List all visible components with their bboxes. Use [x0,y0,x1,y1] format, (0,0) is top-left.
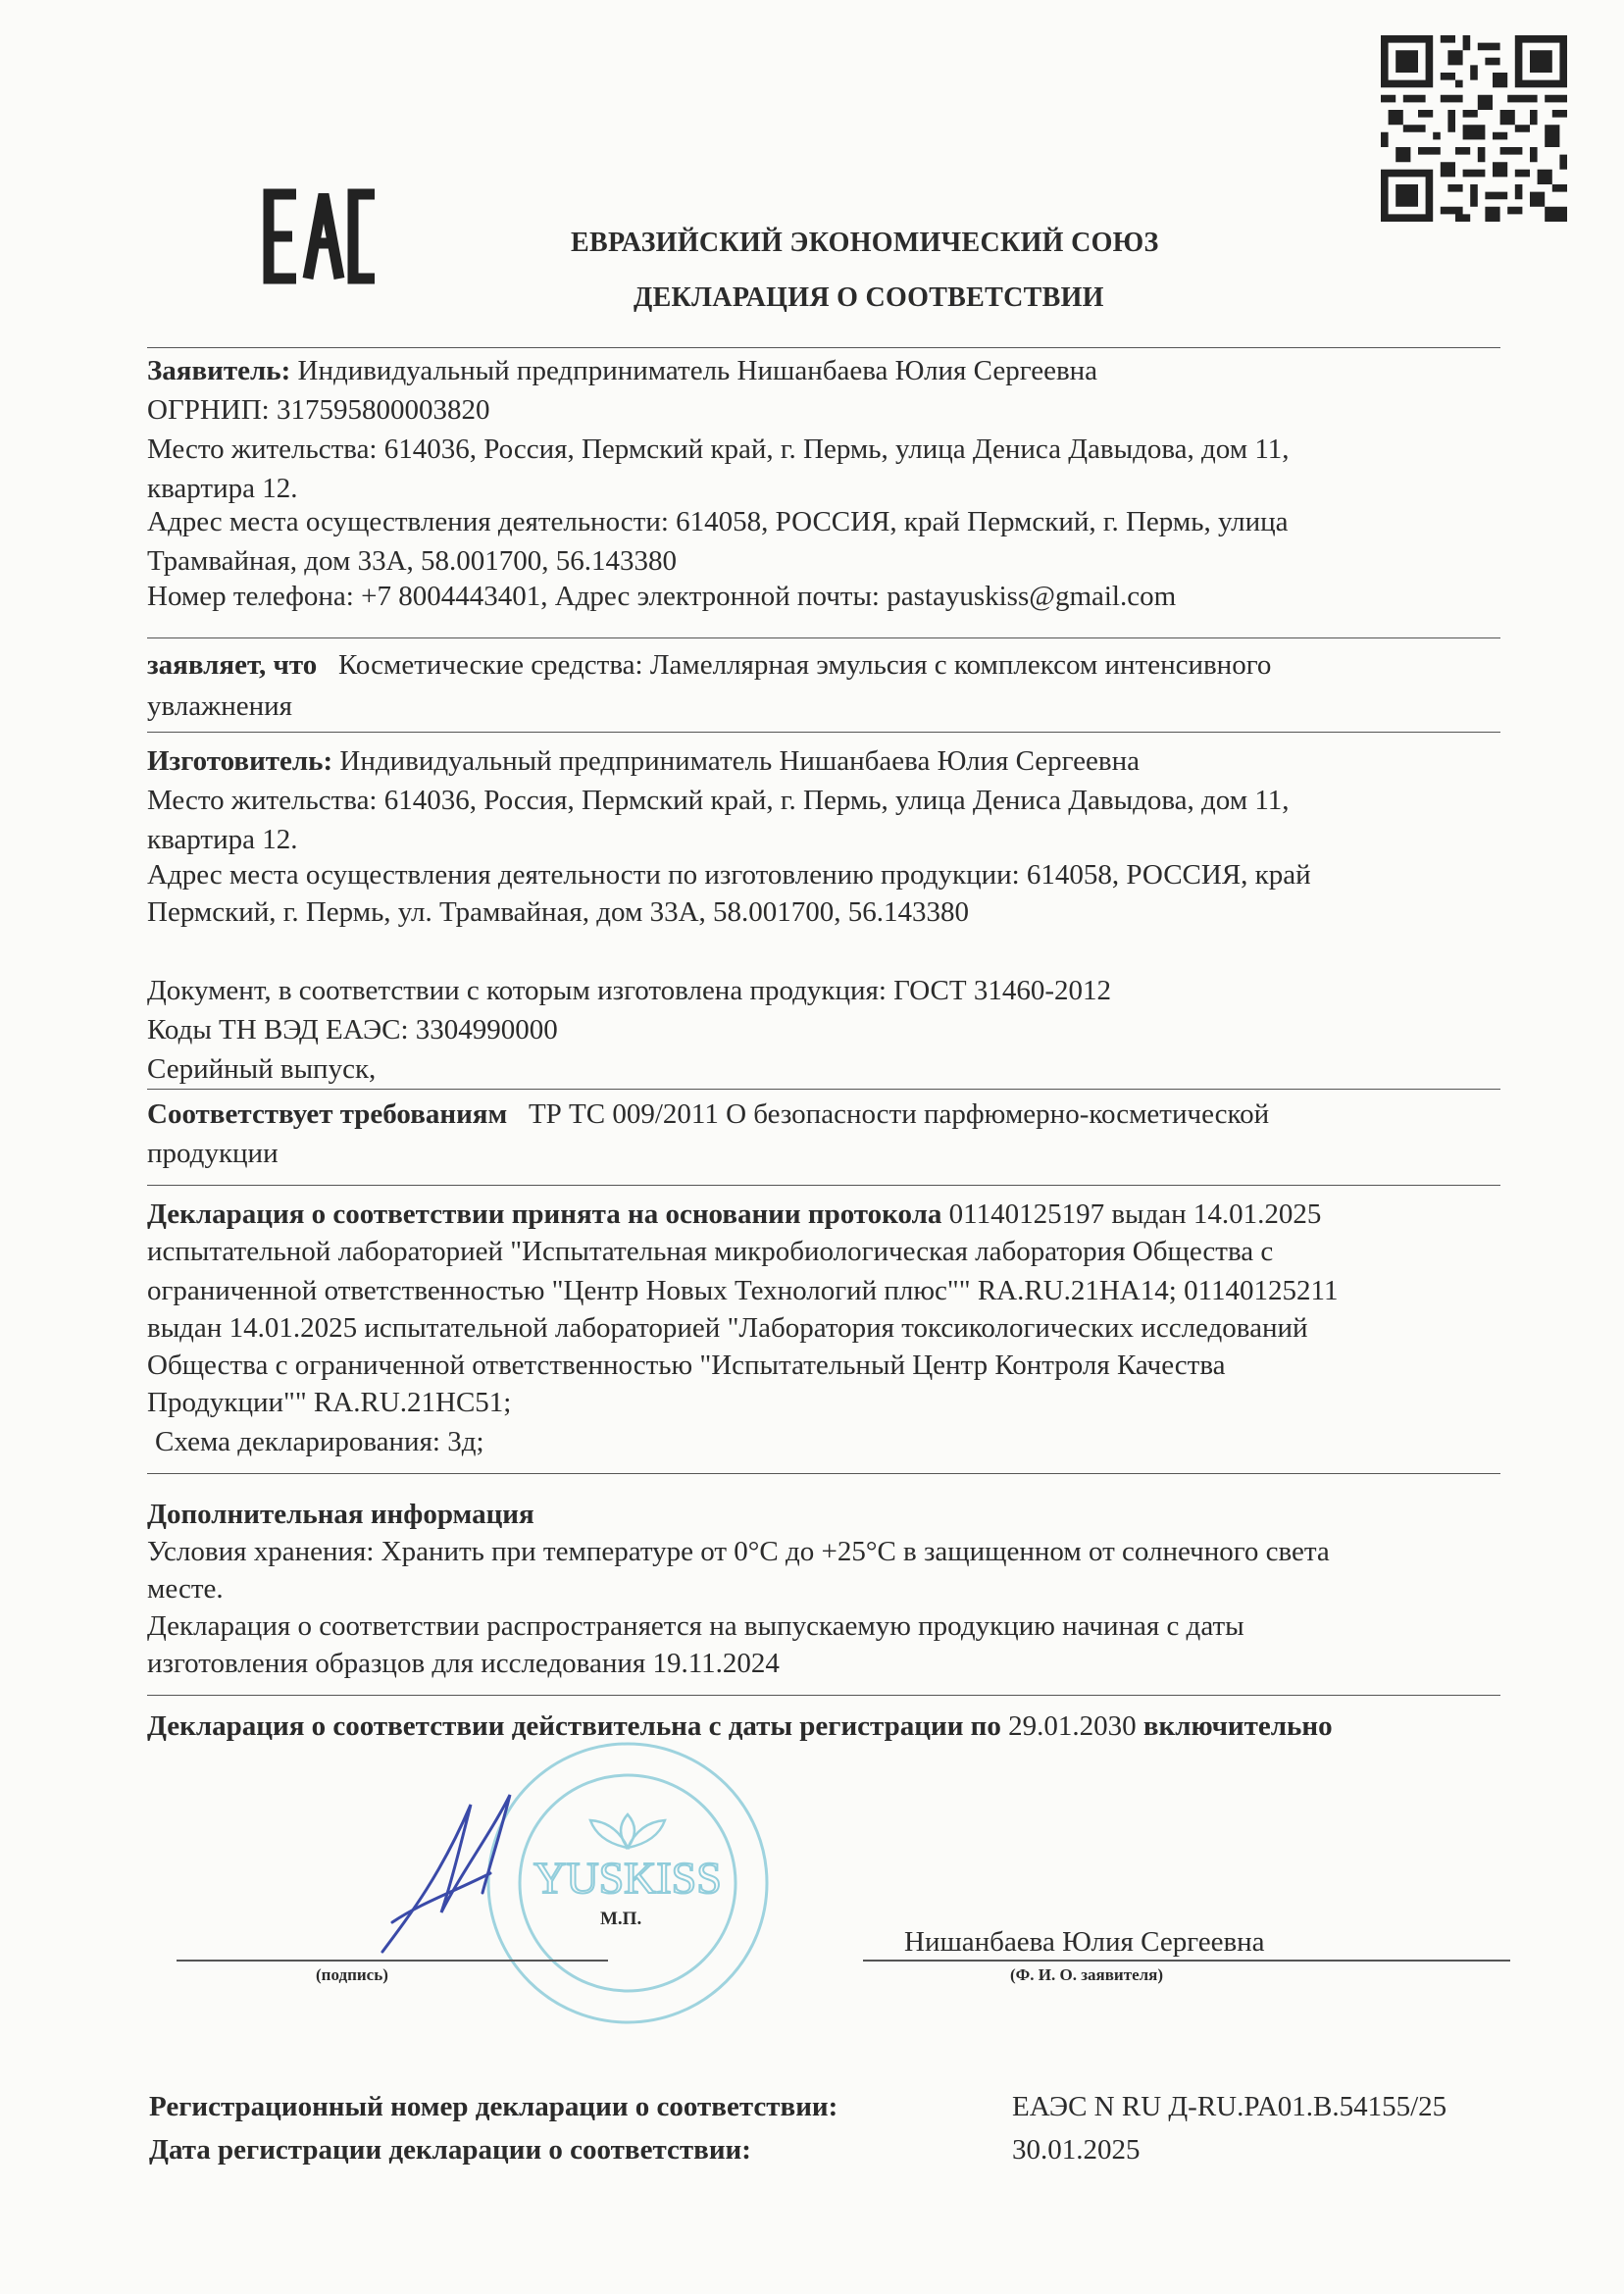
signature-scribble [373,1785,549,1962]
signature-caption: (подпись) [316,1965,388,1984]
declaration-scheme: Схема декларирования: 3д; [155,1426,484,1457]
applicant-residence-1: Место жительства: 614036, Россия, Пермский край, г. Пермь, улица Дениса Давыдова, дом 11, [147,433,1290,465]
basis-protocol: 01140125197 выдан 14.01.2025 [948,1198,1322,1230]
validity-date: 29.01.2030 [1008,1710,1137,1742]
product-codes: Коды ТН ВЭД ЕАЭС: 3304990000 [147,1014,558,1045]
applicant-activity-1: Адрес места осуществления деятельности: 614058, РОССИЯ, край Пермский, г. Пермь, улица [147,506,1289,537]
applicant-activity-2: Трамвайная, дом 33А, 58.001700, 56.143380 [147,545,678,577]
qr-code [1381,35,1567,222]
compliance-line [147,1095,1269,1134]
applicant-name: Индивидуальный предприниматель Нишанбаева Юлия Сергеевна [297,355,1098,386]
product-series: Серийный выпуск, [147,1053,377,1085]
declares-label: заявляет, что [147,649,318,681]
manufacturer-residence-1: Место жительства: 614036, Россия, Пермский край, г. Пермь, улица Дениса Давыдова, дом 11, [147,785,1290,816]
manufacturer-residence-2: квартира 12. [147,824,298,855]
name-caption: (Ф. И. О. заявителя) [1010,1965,1164,1984]
applicant-ogrnip: ОГРНИП: 317595800003820 [147,394,490,426]
manufacturer-name: Индивидуальный предприниматель Нишанбаева Юлия Сергеевна [339,745,1140,777]
svg-text:YUSKISS: YUSKISS [533,1853,722,1903]
manufacturer-production-2: Пермский, г. Пермь, ул. Трамвайная, дом 33А, 58.001700, 56.143380 [147,896,970,928]
applicant-full-name: Нишанбаева Юлия Сергеевна [904,1926,1265,1958]
applicant-contacts: Номер телефона: +7 8004443401, Адрес электронной почты: pastayuskiss@gmail.com [147,581,1177,612]
validity-prefix: Декларация о соответствии действительна с даты регистрации по [147,1710,1001,1742]
divider [147,1473,1500,1474]
applicant-label: Заявитель: [147,355,291,386]
registration-date: 30.01.2025 [1012,2134,1141,2166]
compliance-text-1: ТР ТС 009/2011 О безопасности парфюмерно-косметической [528,1098,1270,1130]
manufacturer-production-1: Адрес места осуществления деятельности по изготовлению продукции: 614058, РОССИЯ, край [147,859,1311,891]
additional-line-1: Условия хранения: Хранить при температуре от 0°С до +25°С в защищенном от солнечного света [147,1536,1330,1567]
eac-logo [261,188,381,284]
declares-text-1: Косметические средства: Ламеллярная эмульсия с комплексом интенсивного [338,649,1272,681]
divider [147,1695,1500,1696]
divider [147,1089,1500,1090]
signature-line [177,1960,608,1962]
stamp-place-label: М.П. [600,1909,642,1929]
divider [147,347,1500,348]
applicant-line [147,351,1097,390]
registration-date-label: Дата регистрации декларации о соответствии: [149,2134,751,2166]
registration-number: ЕАЭС N RU Д-RU.PA01.B.54155/25 [1012,2091,1447,2122]
additional-line-3: Декларация о соответствии распространяется на выпускаемую продукцию начиная с даты [147,1610,1244,1642]
compliance-text-2: продукции [147,1138,279,1169]
divider [147,732,1500,733]
divider [147,637,1500,638]
additional-line-4: изготовления образцов для исследования 19.11.2024 [147,1648,780,1679]
additional-line-2: месте. [147,1573,224,1605]
basis-line-6: Продукции"" RA.RU.21НС51; [147,1387,512,1418]
compliance-label: Соответствует требованиям [147,1098,508,1130]
basis-line-3: ограниченной ответственностью "Центр Новых Технологий плюс"" RA.RU.21НА14; 01140125211 [147,1275,1339,1306]
declares-line [147,645,1271,685]
manufacturer-label: Изготовитель: [147,745,333,777]
manufacturer-line [147,741,1140,781]
additional-label: Дополнительная информация [147,1499,534,1530]
registration-number-label: Регистрационный номер декларации о соответствии: [149,2091,838,2122]
basis-label: Декларация о соответствии принята на основании протокола [147,1198,942,1230]
declaration-title: ДЕКЛАРАЦИЯ О СООТВЕТСТВИИ [634,282,1104,313]
basis-line-5: Общества с ограниченной ответственностью "Испытательный Центр Контроля Качества [147,1350,1226,1381]
declares-text-2: увлажнения [147,690,292,722]
product-document: Документ, в соответствии с которым изготовлена продукция: ГОСТ 31460-2012 [147,975,1111,1006]
union-title: ЕВРАЗИЙСКИЙ ЭКОНОМИЧЕСКИЙ СОЮЗ [571,228,1159,258]
name-line [863,1960,1510,1962]
validity-suffix: включительно [1142,1710,1333,1742]
basis-line-4: выдан 14.01.2025 испытательной лабораторией "Лаборатория токсикологических исследований [147,1312,1308,1344]
basis-line-2: испытательной лабораторией "Испытательная микробиологическая лаборатория Общества с [147,1236,1274,1267]
divider [147,1185,1500,1186]
applicant-residence-2: квартира 12. [147,473,298,504]
basis-line-1 [147,1195,1321,1234]
